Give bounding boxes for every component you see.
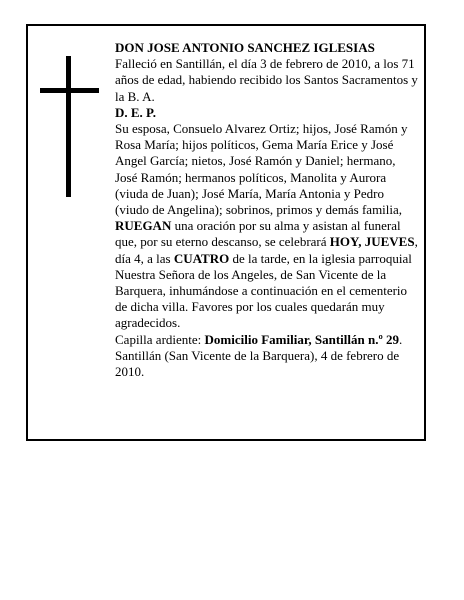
chapel-address: Domicilio Familiar, Santillán n.º 29 (204, 331, 400, 347)
request-text: una oración por su alma y asistan al funeral que, por su eterno descanso, se celebrará (115, 218, 401, 250)
day-text: , día 4, a las (115, 234, 418, 266)
deceased-name: DON JOSE ANTONIO SANCHEZ IGLESIAS (115, 40, 375, 55)
service-location: de la tarde, en la iglesia parroquial Nuestra Señora de los Angeles, de San Vicente de la Barquera, inhumándose a continuación en el cementerio de dicha villa. Favores por los cuales quedarán muy agradecidos. (115, 250, 412, 331)
chapel-label: Capilla ardiente: (115, 331, 205, 347)
chapel-end: . (399, 331, 403, 347)
hoy-jueves: HOY, JUEVES (329, 234, 415, 250)
cross-icon (66, 56, 71, 197)
chapel-line (115, 332, 420, 348)
place-date: Santillán (San Vicente de la Barquera), 4 de febrero de 2010. (115, 347, 400, 380)
obituary-text (115, 40, 420, 380)
cross-icon-crossbar (40, 88, 99, 93)
death-statement: Falleció en Santillán, el día 3 de febrero de 2010, a los 71 años de edad, habiendo recibido los Santos Sacramentos y la B. A. (115, 56, 418, 104)
obituary-notice (26, 24, 426, 441)
cuatro-word: CUATRO (173, 250, 230, 266)
ruegan-word: RUEGAN (115, 218, 172, 234)
family-paragraph (115, 121, 420, 332)
rip-line: D. E. P. (115, 104, 157, 120)
family-list: Su esposa, Consuelo Alvarez Ortiz; hijos, José Ramón y Rosa María; hijos políticos, Gema María Erice y José Angel García; nietos, José Ramón y Daniel; hermano, José Ramón; hermanos políticos, Manolita y Aurora (viuda de Juan); José María, María Antonia y Pedro (viudo de Angelina); sobrinos, primos y demás familia, (115, 121, 408, 218)
